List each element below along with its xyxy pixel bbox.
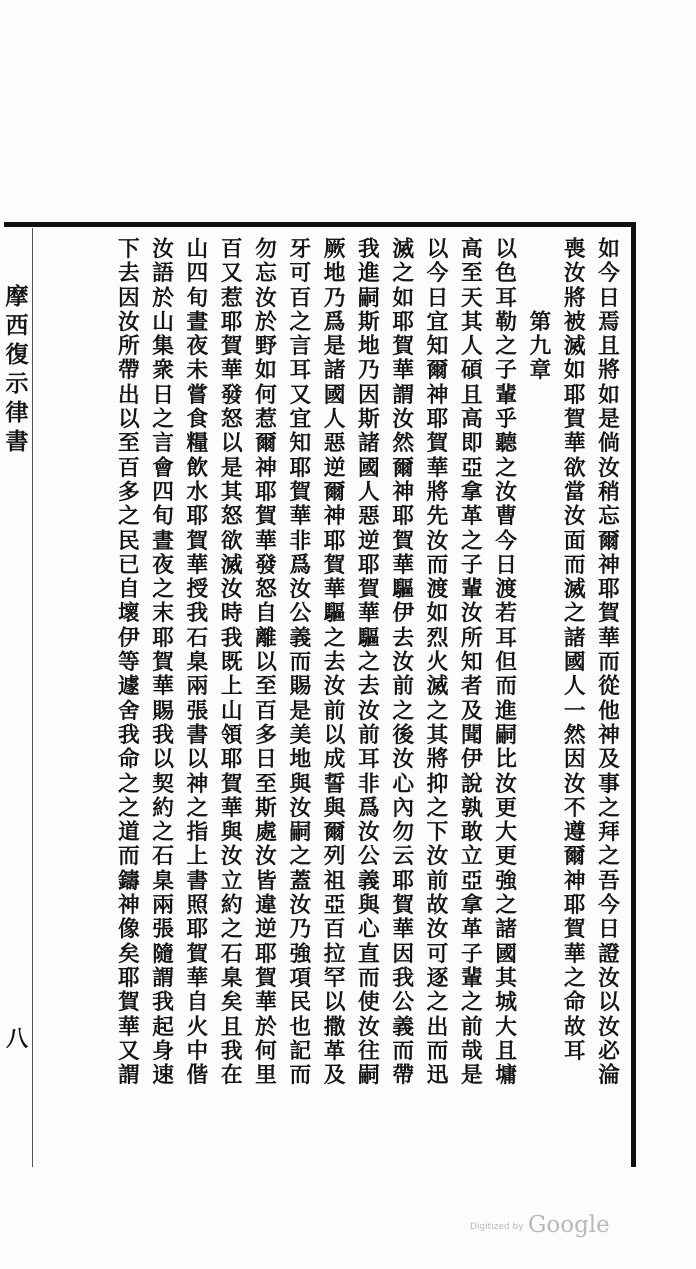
page-number: 八 — [5, 1026, 28, 1052]
running-title: 摩 西 復 示 律 書 — [5, 283, 29, 455]
text-column: 喪 汝 將 被 滅 如 耶 賀 華 欲 當 汝 面 而 滅 之 諸 國 人 一 然 因 汝 不 遵 爾 神 耶 賀 華 之 命 故 耳 — [563, 237, 586, 1064]
google-watermark: Google — [528, 1212, 610, 1238]
digitized-by-label: Digitized by — [470, 1222, 524, 1232]
page-frame-right — [631, 222, 636, 1167]
text-column: 牙 可 百 之 言 耳 又 宜 知 耶 賀 華 非 爲 汝 公 義 而 賜 是 美 地 與 汝 嗣 之 蓋 汝 乃 強 項 民 也 記 而 — [289, 237, 312, 1089]
page-frame-top — [4, 222, 636, 227]
chapter-title: 第 九 章 — [529, 309, 552, 384]
page-frame-left — [32, 228, 33, 1167]
text-column: 山 四 旬 晝 夜 未 嘗 食 糧 飲 水 耶 賀 華 授 我 石 臬 兩 張 書 以 神 之 指 上 書 照 耶 賀 華 自 火 中 偕 — [186, 237, 209, 1089]
text-column: 高 至 天 其 人 碩 且 高 即 亞 拿 革 之 子 輩 汝 所 知 者 及 聞 伊 說 孰 敢 立 亞 拿 革 子 輩 之 前 哉 是 — [460, 237, 483, 1089]
text-column: 如 今 日 焉 且 將 如 是 倘 汝 稍 忘 爾 神 耶 賀 華 而 從 他 神 及 事 之 拜 之 吾 今 日 證 汝 以 汝 必 淪 — [598, 237, 620, 1089]
text-column: 汝 語 於 山 集 衆 日 之 言 會 四 旬 晝 夜 之 末 耶 賀 華 賜 我 以 契 約 之 石 臬 兩 張 隨 謂 我 起 身 速 — [152, 237, 174, 1089]
text-column: 我 進 嗣 斯 地 乃 因 斯 諸 國 人 惡 逆 耶 賀 華 驅 之 去 汝 前 耳 非 爲 汝 公 義 與 心 直 而 使 汝 往 嗣 — [358, 237, 380, 1089]
text-column: 厥 地 乃 爲 是 諸 國 人 惡 逆 爾 神 耶 賀 華 驅 之 去 汝 前 以 成 誓 與 爾 列 祖 亞 百 拉 罕 以 撒 革 及 — [323, 237, 346, 1089]
text-column: 以 色 耳 勒 之 子 輩 乎 聽 之 汝 曹 今 日 渡 若 耳 但 而 進 嗣 比 汝 更 大 更 強 之 諸 國 其 城 大 且 墉 — [495, 237, 517, 1089]
text-column: 百 又 惹 耶 賀 華 發 怒 以 是 其 怒 欲 滅 汝 時 我 既 上 山 領 耶 賀 華 與 汝 立 約 之 石 臬 矣 且 我 在 — [220, 237, 243, 1089]
text-column: 滅 之 如 耶 賀 華 謂 汝 然 爾 神 耶 賀 華 驅 伊 去 汝 前 之 後 汝 心 內 勿 云 耶 賀 華 因 我 公 義 而 帶 — [392, 237, 415, 1089]
text-column: 以 今 日 宜 知 爾 神 耶 賀 華 將 先 汝 而 渡 如 烈 火 滅 之 其 將 抑 之 下 汝 前 故 汝 可 逐 之 出 而 迅 — [426, 237, 449, 1089]
text-column: 勿 忘 汝 於 野 如 何 惹 爾 神 耶 賀 華 發 怒 自 離 以 至 百 多 日 至 斯 處 汝 皆 違 逆 耶 賀 華 於 何 里 — [255, 237, 277, 1089]
text-column: 下 去 因 汝 所 帶 出 以 至 百 多 之 民 已 自 壞 伊 等 遽 舍 我 命 之 之 道 而 鑄 神 像 矣 耶 賀 華 又 謂 — [117, 237, 140, 1089]
